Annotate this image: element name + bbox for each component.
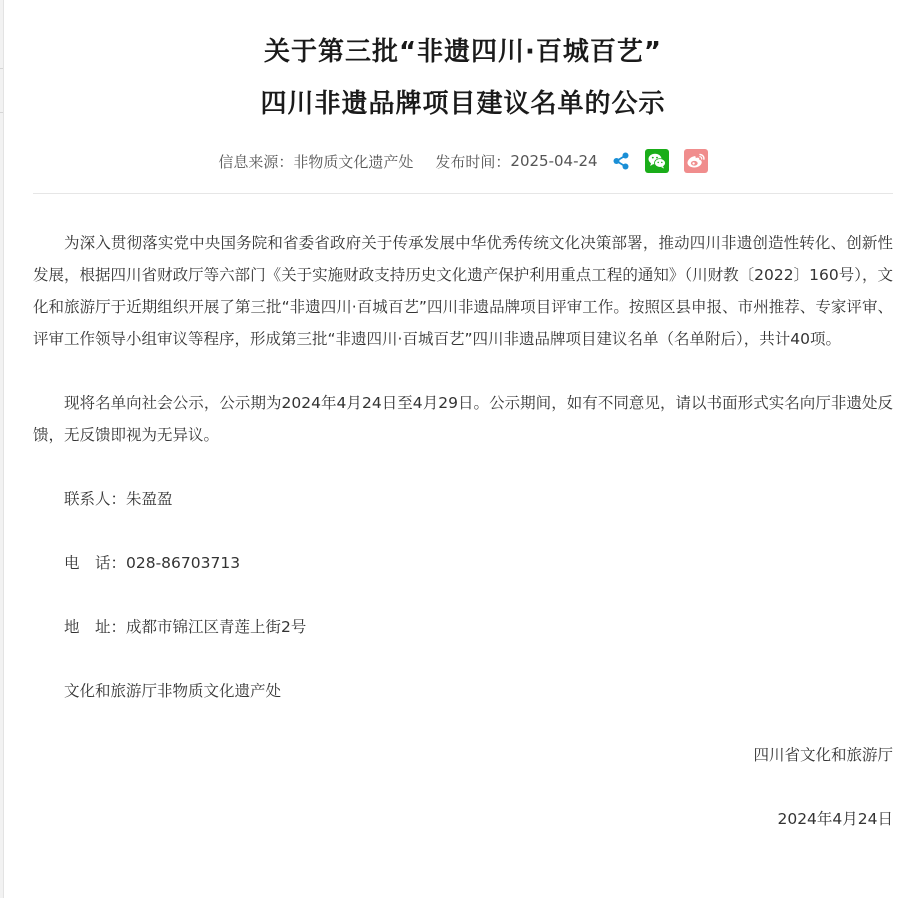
publish-date: 2025-04-24	[510, 152, 598, 170]
contact-phone: 电 话：028-86703713	[64, 554, 241, 572]
contact-person: 联系人：朱盈盈	[64, 490, 173, 508]
article	[33, 0, 893, 867]
wechat-icon[interactable]	[645, 149, 669, 173]
source-value: 非物质文化遗产处	[293, 152, 414, 171]
source-label: 信息来源：	[218, 152, 294, 171]
page-title-line1: 关于第三批“非遗四川·百城百艺”	[263, 37, 663, 67]
rail-divider	[0, 68, 3, 69]
signature: 四川省文化和旅游厅	[753, 746, 893, 764]
left-rail	[0, 0, 4, 898]
weibo-icon[interactable]	[684, 149, 708, 173]
department-name: 文化和旅游厅非物质文化遗产处	[64, 682, 282, 700]
body-paragraph: 为深入贯彻落实党中央国务院和省委省政府关于传承发展中华优秀传统文化决策部署，推动四川非遗创造性转化、创新性发展，根据四川省财政厅等六部门《关于实施财政支持历史文化遗产保护利用重点工程的通知》（川财教〔2022〕160号），文化和旅游厅于近期组织开展了第三批“非遗四川·百城百艺”四川非遗品牌项目评审工作。按照区县申报、市州推荐、专家评审、评审工作领导小组审议等程序，形成第三批“非遗四川·百城百艺”四川非遗品牌项目建议名单（名单附后），共计40项。	[33, 234, 893, 348]
article-body	[33, 227, 893, 835]
date-label: 发布时间：	[435, 152, 511, 171]
meta-divider	[33, 193, 893, 194]
page-title-line2: 四川非遗品牌项目建议名单的公示	[260, 89, 666, 119]
rail-divider	[0, 112, 3, 113]
contact-address: 地 址：成都市锦江区青莲上街2号	[64, 618, 307, 636]
signature-date: 2024年4月24日	[777, 810, 893, 828]
body-paragraph: 现将名单向社会公示，公示期为2024年4月24日至4月29日。公示期间，如有不同意见，请以书面形式实名向厅非遗处反馈，无反馈即视为无异议。	[33, 394, 893, 444]
share-icon[interactable]	[612, 152, 630, 170]
article-meta	[33, 147, 893, 175]
